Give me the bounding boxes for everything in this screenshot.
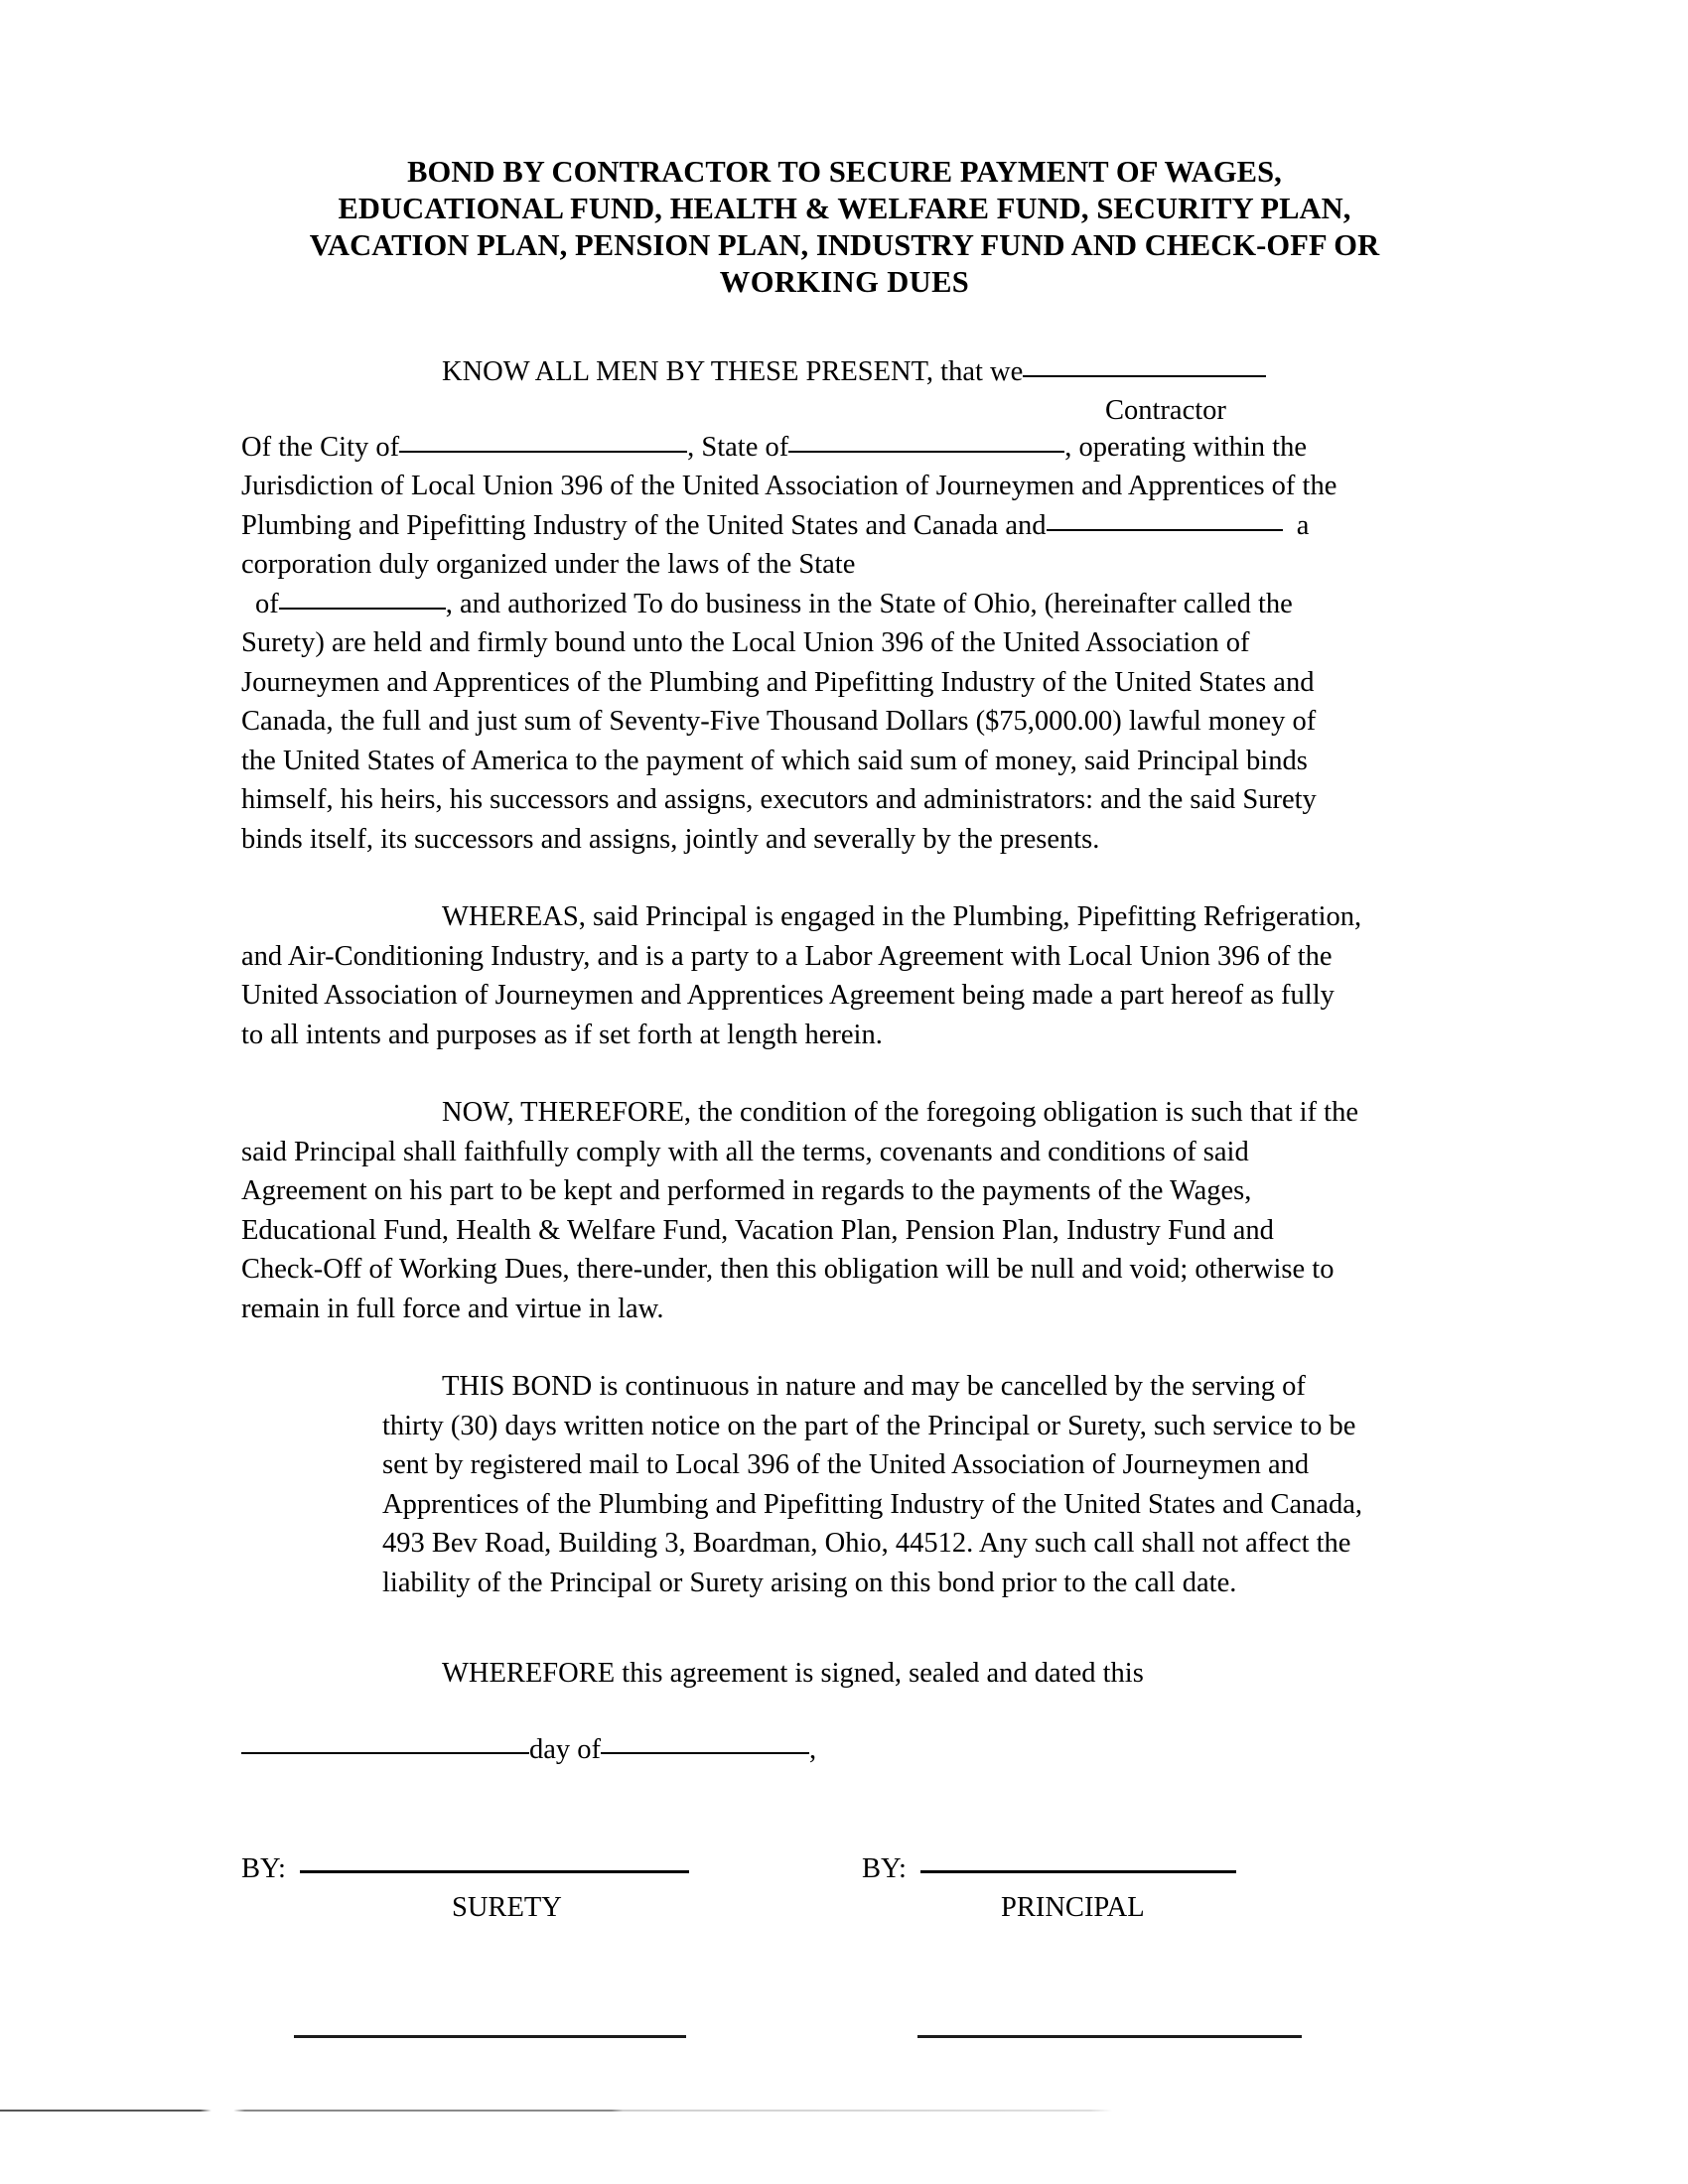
city-blank[interactable] — [399, 451, 687, 453]
date-line-row — [241, 1733, 1448, 1767]
spacer — [241, 1328, 1448, 1367]
authorized-line — [241, 585, 1448, 624]
state-of-organization-blank[interactable] — [279, 608, 446, 610]
whereas-paragraph — [241, 897, 1448, 1054]
whereas-line-1: WHEREAS, said Principal is engaged in the Plumbing, Pipefitting Refrigeration, — [442, 901, 1362, 932]
spacer — [241, 859, 1448, 897]
surety-caption: SURETY — [452, 1891, 562, 1923]
jurisdiction-line: Jurisdiction of Local Union 396 of the United Association of Journeymen and Apprentices of the — [241, 471, 1337, 501]
know-all-men-line — [241, 352, 1448, 392]
title-line-1: BOND BY CONTRACTOR TO SECURE PAYMENT OF WAGES, — [407, 155, 1282, 189]
state-of-label: , State of — [687, 431, 789, 463]
plumbing-industry-text: Plumbing and Pipefitting Industry of the United States and Canada and — [241, 509, 1047, 541]
whereas-line-4: to all intents and purposes as if set forth at length herein. — [241, 1019, 883, 1050]
whereas-line-2: and Air-Conditioning Industry, and is a party to a Labor Agreement with Local Union 396 of the — [241, 940, 1333, 972]
surety-by-label: BY: — [241, 1852, 286, 1884]
corporation-name-blank[interactable] — [1047, 529, 1283, 531]
surety-bound-line: Surety) are held and firmly bound unto the Local Union 396 of the United Association of — [241, 627, 1250, 658]
page-title — [241, 154, 1448, 301]
signature-column-principal — [862, 1852, 1236, 1924]
recital-paragraph — [241, 352, 1448, 859]
principal-signature-blank[interactable] — [920, 1870, 1236, 1873]
spacer — [241, 1054, 1448, 1093]
spacer — [241, 1602, 1448, 1654]
authorized-text: , and authorized To do business in the State of Ohio, (hereinafter called the — [445, 588, 1293, 619]
now-therefore-paragraph — [241, 1093, 1448, 1328]
wherefore-line: WHEREFORE this agreement is signed, sealed and dated this — [442, 1658, 1144, 1689]
date-trailing-comma: , — [809, 1733, 817, 1765]
now-therefore-line-5: Check-Off of Working Dues, there-under, then this obligation will be null and void; otherwise to — [241, 1254, 1335, 1285]
sum-amount-line: Canada, the full and just sum of Seventy-Five Thousand Dollars ($75,000.00) lawful money of — [241, 706, 1317, 737]
title-line-3: VACATION PLAN, PENSION PLAN, INDUSTRY FUND AND CHECK-OFF OR — [309, 228, 1380, 262]
this-bond-line-2: thirty (30) days written notice on the part of the Principal or Surety, such service to be — [382, 1410, 1356, 1441]
article-a: a — [1296, 509, 1310, 541]
operating-within-text: , operating within the — [1064, 431, 1307, 463]
signature-block — [241, 1852, 1448, 1972]
now-therefore-line-3: Agreement on his part to be kept and performed in regards to the payments of the Wages, — [241, 1175, 1252, 1206]
principal-caption: PRINCIPAL — [1001, 1891, 1145, 1923]
this-bond-paragraph — [241, 1367, 1448, 1602]
now-therefore-line-2: said Principal shall faithfully comply with all the terms, covenants and conditions of said — [241, 1136, 1249, 1167]
heirs-line: himself, his heirs, his successors and assigns, executors and administrators: and the said Surety — [241, 784, 1317, 815]
document-content — [241, 0, 1448, 2075]
corporation-organized-line: corporation duly organized under the laws of the State — [241, 549, 856, 580]
this-bond-line-6: liability of the Principal or Surety arising on this bond prior to the call date. — [382, 1567, 1237, 1598]
binds-itself-line: binds itself, its successors and assigns, jointly and severally by the presents. — [241, 823, 1100, 855]
city-state-line — [241, 428, 1448, 468]
state-blank[interactable] — [788, 451, 1064, 453]
payment-line: the United States of America to the payment of which said sum of money, said Principal binds — [241, 745, 1308, 776]
day-of-label: day of — [529, 1733, 602, 1765]
title-line-2: EDUCATIONAL FUND, HEALTH & WELFARE FUND, SECURITY PLAN, — [338, 192, 1351, 225]
this-bond-address-line: 493 Bev Road, Building 3, Boardman, Ohio, 44512. Any such call shall not affect the — [382, 1528, 1351, 1559]
title-line-4: WORKING DUES — [719, 265, 970, 299]
surety-by-row — [241, 1852, 689, 1886]
now-therefore-line-6: remain in full force and virtue in law. — [241, 1293, 664, 1324]
bottom-blank-rule-right[interactable] — [917, 2035, 1302, 2038]
contractor-caption: Contractor — [1105, 394, 1226, 426]
journeymen-line: Journeymen and Apprentices of the Plumbing and Pipefitting Industry of the United States and — [241, 666, 1315, 698]
bottom-blank-rule-left[interactable] — [294, 2035, 686, 2038]
of-label: of — [255, 588, 279, 619]
this-bond-line-3: sent by registered mail to Local 396 of the United Association of Journeymen and — [382, 1449, 1310, 1480]
wherefore-paragraph — [241, 1654, 1448, 1694]
spacer — [241, 301, 1448, 352]
of-the-city-of-label: Of the City of — [241, 431, 400, 463]
now-therefore-line-1: NOW, THEREFORE, the condition of the foregoing obligation is such that if the — [442, 1097, 1358, 1128]
this-bond-line-4: Apprentices of the Plumbing and Pipefitting Industry of the United States and Canada, — [382, 1488, 1363, 1520]
know-all-men-text: KNOW ALL MEN BY THESE PRESENT, that we — [442, 356, 1024, 387]
month-year-blank[interactable] — [601, 1752, 809, 1754]
whereas-line-3: United Association of Journeymen and Apprentices Agreement being made a part hereof as fully — [241, 980, 1335, 1011]
scan-edge-artifact — [0, 2110, 1112, 2112]
principal-by-label: BY: — [862, 1852, 907, 1884]
now-therefore-line-4: Educational Fund, Health & Welfare Fund, Vacation Plan, Pension Plan, Industry Fund and — [241, 1214, 1274, 1246]
plumbing-industry-line — [241, 506, 1448, 546]
this-bond-line-1: THIS BOND is continuous in nature and may be cancelled by the serving of — [442, 1371, 1306, 1402]
surety-signature-blank[interactable] — [300, 1870, 689, 1873]
bottom-blank-rules — [241, 2035, 1448, 2075]
signature-column-surety — [241, 1852, 689, 1924]
day-blank[interactable] — [241, 1752, 529, 1754]
principal-by-row — [862, 1852, 1236, 1886]
contractor-name-blank[interactable] — [1023, 375, 1266, 377]
